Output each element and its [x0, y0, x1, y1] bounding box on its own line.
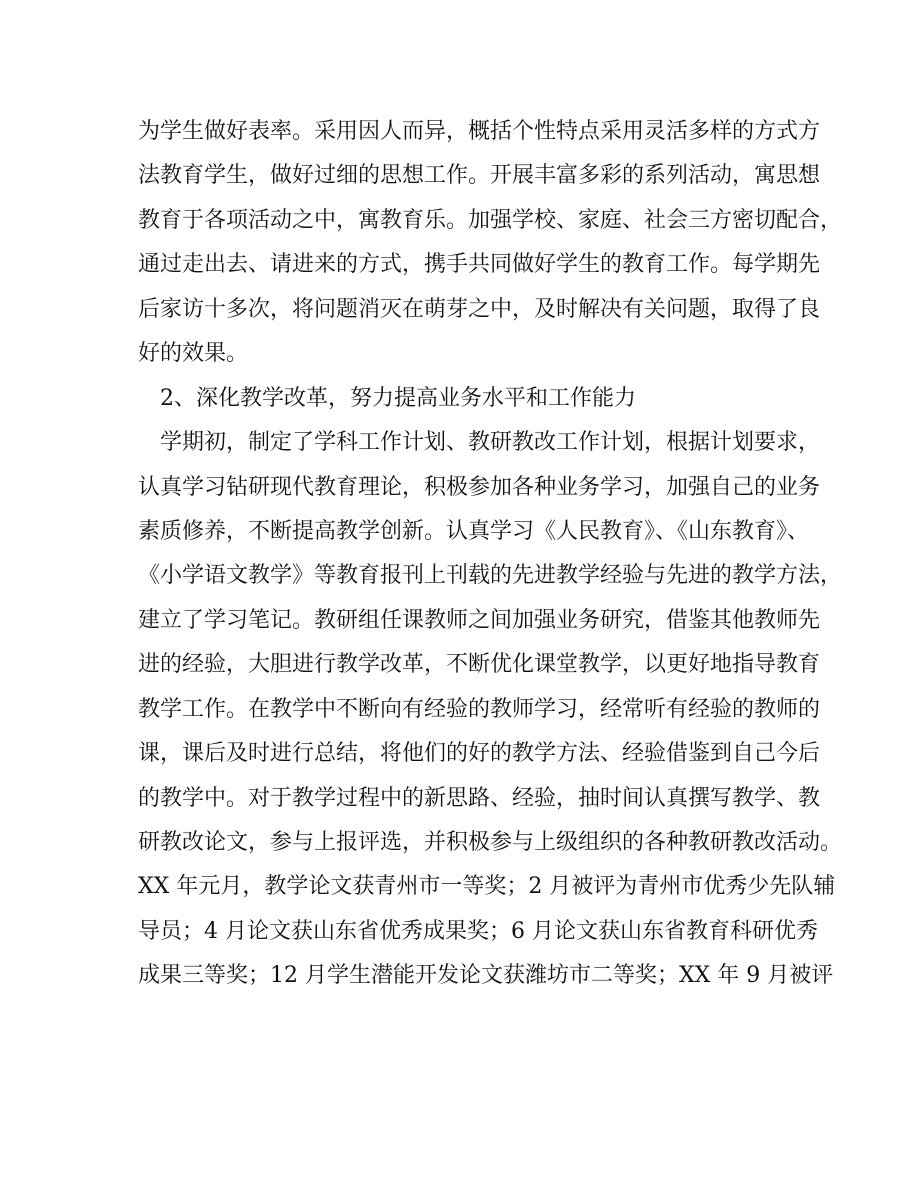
text-line: 的教学中。对于教学过程中的新思路、经验，抽时间认真撰写教学、教	[138, 785, 821, 811]
text-line: 素质修养，不断提高教学创新。认真学习《人民教育》、《山东教育》、	[138, 518, 810, 544]
text-line: 教育于各项活动之中，寓教育乐。加强学校、家庭、社会三方密切配合，	[138, 207, 843, 233]
text-line: 研教改论文，参与上报评选，并积极参与上级组织的各种教研教改活动。	[138, 830, 843, 855]
text-line: 课，课后及时进行总结，将他们的好的教学方法、经验借鉴到自己今后	[138, 741, 821, 767]
section-heading: 2、深化教学改革，努力提高业务水平和工作能力	[160, 385, 636, 411]
text-line: 成果三等奖；12 月学生潜能开发论文获潍坊市二等奖；XX 年 9 月被评	[138, 963, 834, 989]
text-line: 进的经验，大胆进行教学改革，不断优化课堂教学，以更好地指导教育	[138, 652, 821, 678]
text-line: 学期初，制定了学科工作计划、教研教改工作计划，根据计划要求，	[160, 430, 821, 456]
text-line: 《小学语文教学》等教育报刊上刊载的先进教学经验与先进的教学方法，	[138, 563, 843, 589]
text-line: 后家访十多次，将问题消灭在萌芽之中，及时解决有关问题，取得了良	[138, 296, 821, 322]
text-line: 建立了学习笔记。教研组任课教师之间加强业务研究，借鉴其他教师先	[138, 607, 821, 633]
text-line: 通过走出去、请进来的方式，携手共同做好学生的教育工作。每学期先	[138, 252, 821, 278]
body-text	[138, 112, 843, 1001]
text-line: XX 年元月，教学论文获青州市一等奖；2 月被评为青州市优秀少先队辅	[138, 874, 836, 900]
text-line: 好的效果。	[138, 341, 249, 367]
text-line: 法教育学生，做好过细的思想工作。开展丰富多彩的系列活动，寓思想	[138, 163, 821, 189]
text-line: 导员；4 月论文获山东省优秀成果奖；6 月论文获山东省教育科研优秀	[138, 918, 818, 944]
text-line: 认真学习钻研现代教育理论，积极参加各种业务学习，加强自己的业务	[138, 474, 821, 500]
text-line: 为学生做好表率。采用因人而异，概括个性特点采用灵活多样的方式方	[138, 119, 821, 144]
text-line: 教学工作。在教学中不断向有经验的教师学习，经常听有经验的教师的	[138, 696, 821, 722]
